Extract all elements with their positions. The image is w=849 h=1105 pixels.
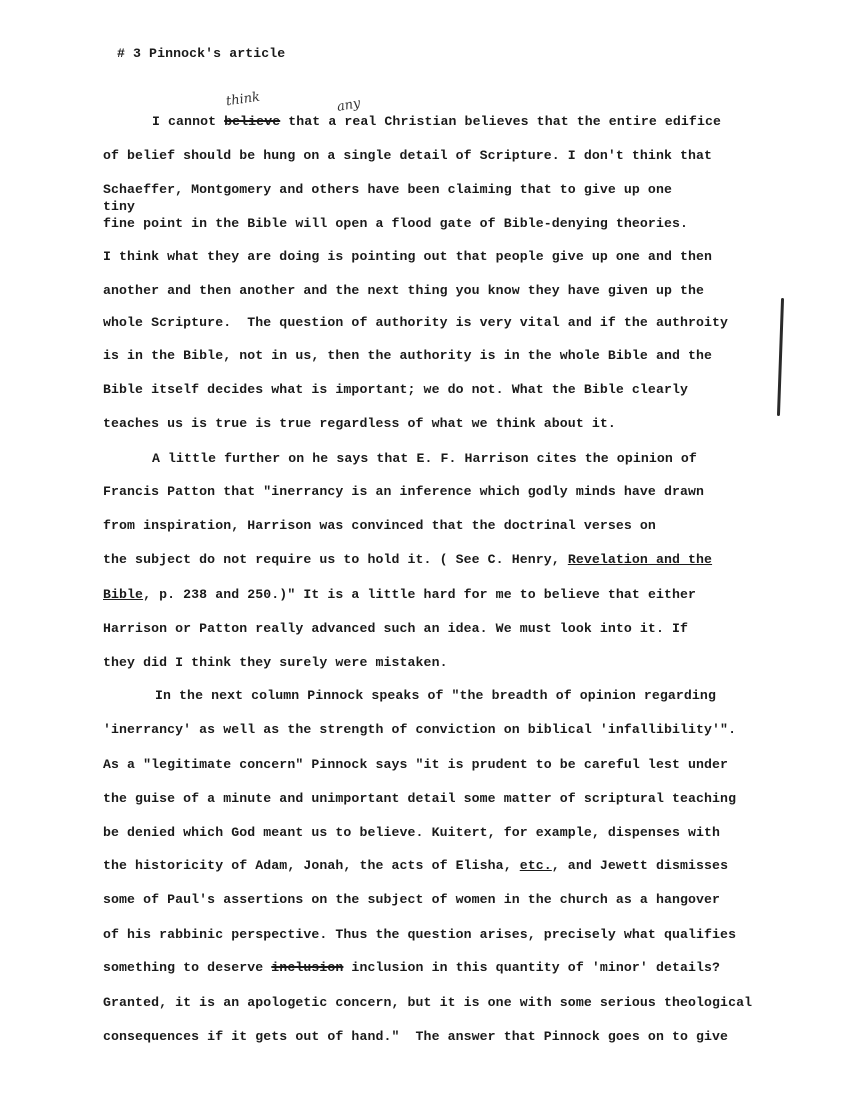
book-title-underlined: Revelation and the — [567, 552, 713, 567]
p2-line-4: the subject do not require us to hold it. ( See C. Henry, Revelation and the — [103, 552, 713, 567]
p3-line-3: As a "legitimate concern" Pinnock says "it is prudent to be careful lest under — [103, 757, 729, 772]
p2-line-3: from inspiration, Harrison was convinced that the doctrinal verses on — [103, 518, 656, 533]
struck-inclusion: inclusion — [271, 960, 344, 975]
p1-line-4: fine point in the Bible will open a flood gate of Bible-denying theories. — [103, 216, 689, 231]
p1-line-3: Schaeffer, Montgomery and others have been claiming that to give up one — [103, 182, 672, 197]
p1-line-3b: tiny — [103, 199, 136, 214]
struck-believe: believe — [224, 114, 281, 129]
p1-line-9: Bible itself decides what is important; we do not. What the Bible clearly — [103, 382, 689, 397]
p3-line-11: consequences if it gets out of hand." The answer that Pinnock goes on to give — [103, 1029, 729, 1044]
p3-line-6: the historicity of Adam, Jonah, the acts of Elisha, etc., and Jewett dismisses — [103, 858, 729, 873]
handwritten-think: think — [225, 89, 261, 110]
p3-line-2: 'inerrancy' as well as the strength of conviction on biblical 'infallibility'". — [103, 722, 737, 737]
p2-line-5: Bible, p. 238 and 250.)" It is a little hard for me to believe that either — [103, 587, 697, 602]
p1-line-10: teaches us is true is true regardless of what we think about it. — [103, 416, 616, 431]
p1-line-8: is in the Bible, not in us, then the authority is in the whole Bible and the — [103, 348, 713, 363]
p1-line-6: another and then another and the next thing you know they have given up the — [103, 283, 705, 298]
page-heading: # 3 Pinnock's article — [117, 46, 286, 61]
margin-mark — [777, 298, 784, 416]
p3-line-5: be denied which God meant us to believe. Kuitert, for example, dispenses with — [103, 825, 721, 840]
p2-line-6: Harrison or Patton really advanced such an idea. We must look into it. If — [103, 621, 689, 636]
p1-line-1: I cannot believe that a real Christian believes that the entire edifice — [152, 114, 721, 129]
p3-line-9: something to deserve inclusion inclusion in this quantity of 'minor' details? — [103, 960, 721, 975]
handwritten-any: any — [335, 96, 362, 115]
p2-line-2: Francis Patton that "inerrancy is an inference which godly minds have drawn — [103, 484, 705, 499]
p3-line-10: Granted, it is an apologetic concern, but it is one with some serious theological — [103, 995, 753, 1010]
p3-line-1: In the next column Pinnock speaks of "the breadth of opinion regarding — [155, 688, 716, 703]
p2-line-1: A little further on he says that E. F. Harrison cites the opinion of — [152, 451, 697, 466]
p3-line-4: the guise of a minute and unimportant detail some matter of scriptural teaching — [103, 791, 737, 806]
p3-line-7: some of Paul's assertions on the subject of women in the church as a hangover — [103, 892, 721, 907]
p1-line-2: of belief should be hung on a single detail of Scripture. I don't think that — [103, 148, 713, 163]
p1-line-5: I think what they are doing is pointing out that people give up one and then — [103, 249, 713, 264]
p3-line-8: of his rabbinic perspective. Thus the question arises, precisely what qualifies — [103, 927, 737, 942]
p1-line-7: whole Scripture. The question of authority is very vital and if the authroity — [103, 315, 729, 330]
p2-line-7: they did I think they surely were mistaken. — [103, 655, 448, 670]
